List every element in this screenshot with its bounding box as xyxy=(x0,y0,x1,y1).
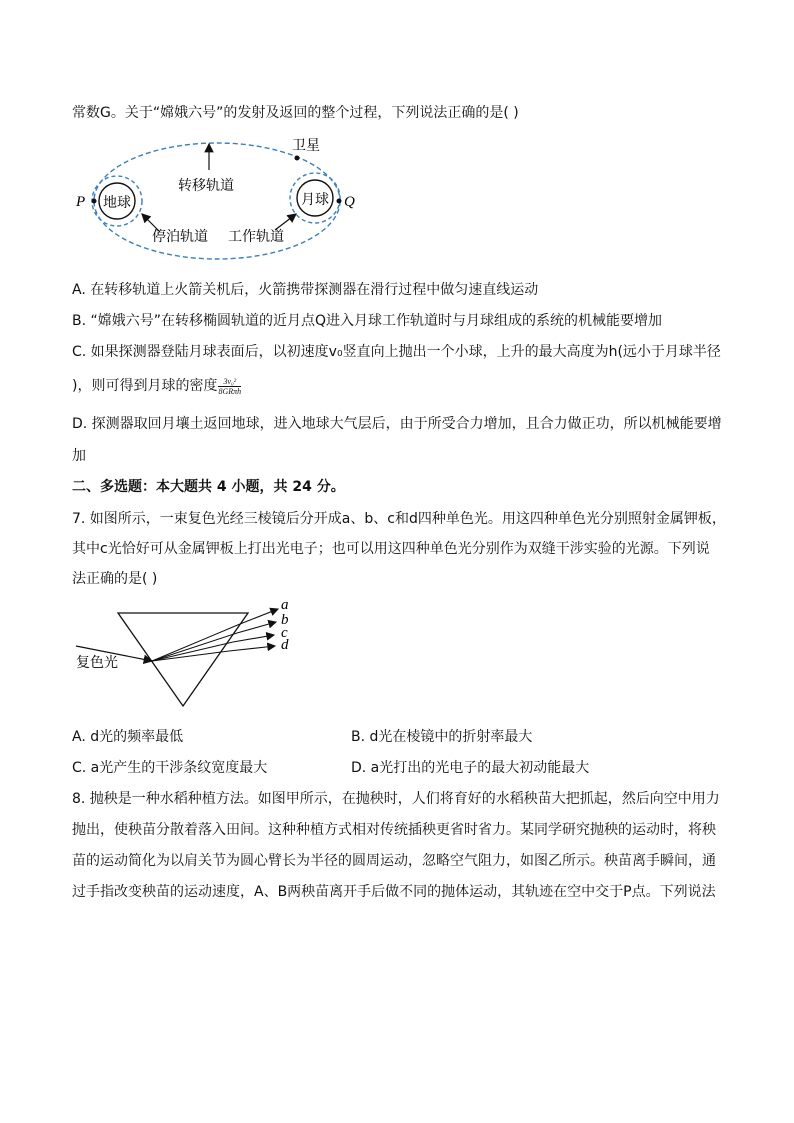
transfer-label: 转移轨道 xyxy=(178,178,234,194)
q7-option-a: A. d光的频率最低 xyxy=(72,729,184,745)
q6-option-d-line1: D. 探测器取回月壤土返回地球，进入地球大气层后，由于所受合力增加，且合力做正功，所以机械能要增 xyxy=(72,416,722,432)
q8-line4: 过手指改变秧苗的运动速度，A、B两秧苗离开手后做不同的抛体运动，其轨迹在空中交于P点。下列说法 xyxy=(72,884,716,900)
prism-figure xyxy=(72,596,302,710)
working-arrow xyxy=(275,214,296,230)
q8-line1: 8. 抛秧是一种水稻种植方法。如图甲所示，在抛秧时，人们将育好的水稻秧苗大把抓起，然后向空中用力 xyxy=(72,791,720,807)
ray-c-label: c xyxy=(281,625,288,641)
q6-option-c-line1: C. 如果探测器登陆月球表面后，以初速度v₀竖直向上抛出一个小球，上升的最大高度为h(远小于月球半径 xyxy=(72,344,721,360)
q7-stem-line3: 法正确的是( ) xyxy=(72,571,158,587)
q7-stem-line1: 7. 如图所示，一束复色光经三棱镜后分开成a、b、c和d四种单色光。用这四种单色光分别照射金属钾板， xyxy=(72,511,726,527)
parking-label: 停泊轨道 xyxy=(152,229,208,245)
density-fraction xyxy=(218,377,241,396)
point-p xyxy=(92,199,97,204)
q6-option-b: B. “嫦娥六号”在转移椭圆轨道的近月点Q进入月球工作轨道时与月球组成的系统的机械能要增加 xyxy=(72,313,663,329)
ray-a-label: a xyxy=(281,597,289,613)
point-q-label: Q xyxy=(344,194,355,210)
satellite-label: 卫星 xyxy=(292,138,320,154)
q7-stem-line2: 其中c光恰好可从金属钾板上打出光电子；也可以用这四种单色光分别作为双缝干涉实验的光源。下列说 xyxy=(72,541,710,557)
q7-option-b: B. d光在棱镜中的折射率最大 xyxy=(351,729,533,745)
q7-option-c: C. a光产生的干涉条纹宽度最大 xyxy=(72,760,268,776)
q6-option-d-line2: 加 xyxy=(72,448,86,464)
ray-d-label: d xyxy=(281,637,289,653)
ray-b xyxy=(237,622,276,633)
point-q xyxy=(337,199,342,204)
prism xyxy=(118,613,248,706)
ray-b-label: b xyxy=(281,612,289,628)
moon-label: 月球 xyxy=(301,192,329,208)
ray-c xyxy=(233,635,274,642)
earth-label: 地球 xyxy=(103,195,131,211)
q6-option-c-text: )，则可得到月球的密度 xyxy=(72,378,218,394)
satellite-dot xyxy=(295,156,300,161)
q8-line2: 抛出，使秧苗分散着落入田间。这种种植方式相对传统插秧更省时省力。某同学研究抛秧的运动时，将秧 xyxy=(72,822,716,838)
ray-d xyxy=(229,646,275,651)
working-label: 工作轨道 xyxy=(228,229,284,245)
fraction-numerator: 3v₀² xyxy=(218,377,241,387)
incident-label: 复色光 xyxy=(76,655,118,671)
section-header: 二、多选题：本大题共 4 小题，共 24 分。 xyxy=(72,479,345,495)
q6-stem-tail: 常数G。关于“嫦娥六号”的发射及返回的整个过程，下列说法正确的是( ) xyxy=(72,105,519,121)
q7-option-d: D. a光打出的光电子的最大初动能最大 xyxy=(351,760,590,776)
q8-line3: 苗的运动简化为以肩关节为圆心臂长为半径的圆周运动，忽略空气阻力，如图乙所示。秧苗离手瞬间，通 xyxy=(72,853,716,869)
point-p-label: P xyxy=(76,194,86,210)
fraction-denominator: 8GRπh xyxy=(218,386,242,396)
q6-option-c-line2 xyxy=(72,376,242,396)
q6-option-a: A. 在转移轨道上火箭关机后，火箭携带探测器在滑行过程中做匀速直线运动 xyxy=(72,282,539,298)
orbit-figure xyxy=(70,128,360,260)
